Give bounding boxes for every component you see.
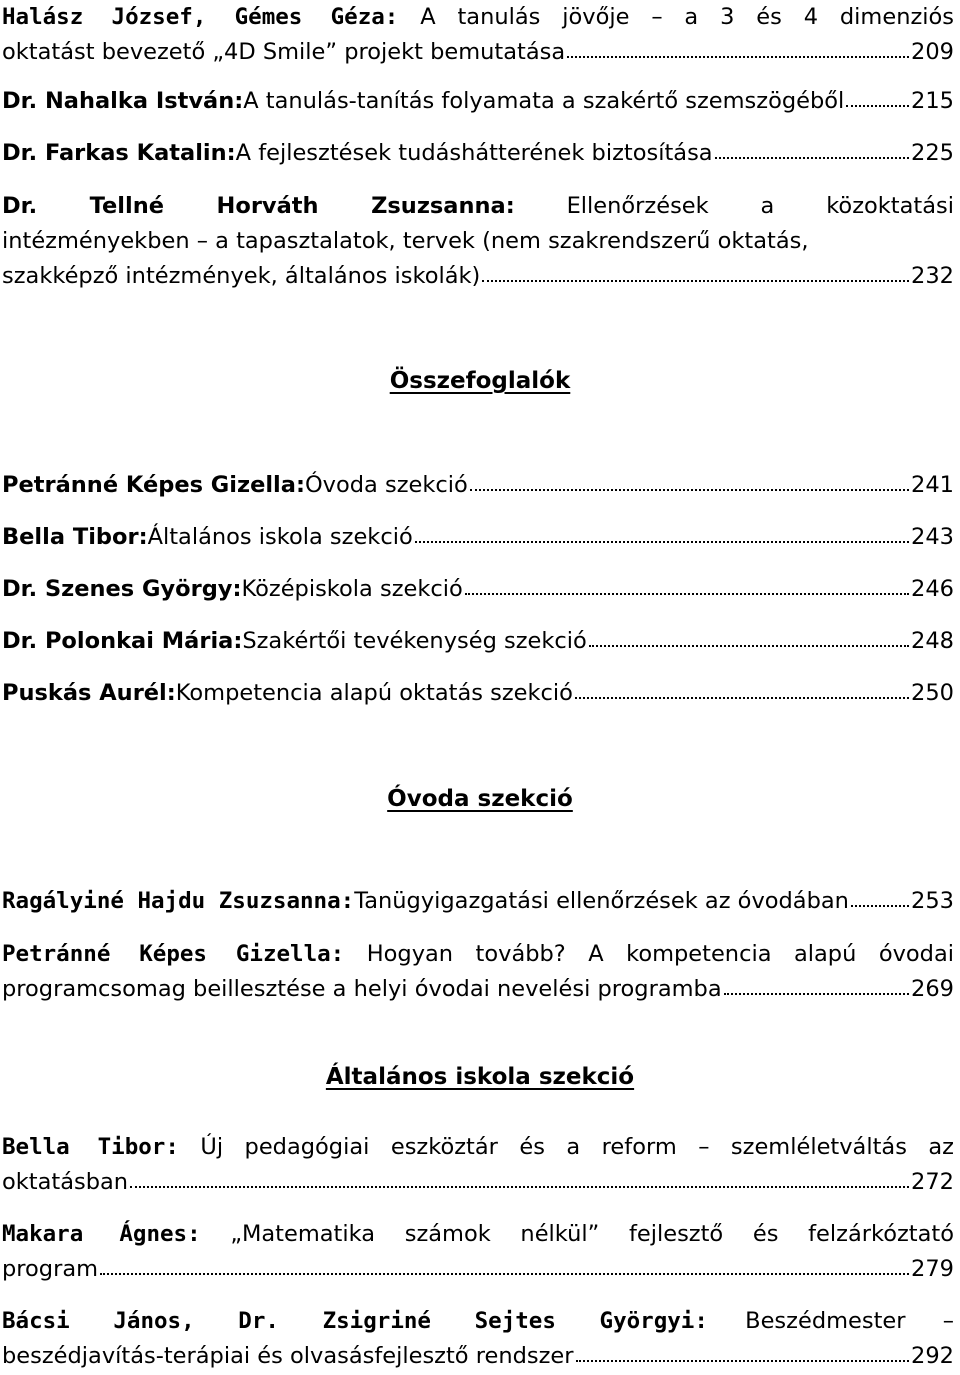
toc-entry-line <box>2 189 954 224</box>
toc-title: programcsomag beillesztése a helyi óvodai nevelési programba <box>2 976 722 1002</box>
toc-entry[interactable] <box>2 1130 954 1200</box>
dot-leader <box>100 1254 909 1276</box>
toc-title: Új pedagógiai eszköztár és a reform – szemléletváltás az <box>178 1134 954 1160</box>
toc-author: Petránné Képes Gizella: <box>2 941 345 967</box>
section-heading-kindergarten: Óvoda szekció <box>387 786 573 812</box>
toc-entry[interactable] <box>2 1217 954 1287</box>
toc-entry[interactable] <box>2 624 954 659</box>
toc-entry[interactable] <box>2 0 954 70</box>
toc-author: Halász József, Gémes Géza: <box>2 4 399 30</box>
section-heading-primary: Általános iskola szekció <box>325 1064 635 1090</box>
dot-leader <box>567 37 909 59</box>
toc-entry[interactable] <box>2 572 954 607</box>
toc-entry-line <box>2 572 954 607</box>
toc-title: Hogyan tovább? A kompetencia alapú óvodai <box>344 941 954 967</box>
toc-entry-line <box>2 0 954 35</box>
toc-title: „Matematika számok nélkül” fejlesztő és felzárkóztató <box>200 1221 954 1247</box>
toc-title: Kompetencia alapú oktatás szekció <box>175 680 573 706</box>
toc-title: beszédjavítás-terápiai és olvasásfejlesztő rendszer <box>2 1343 574 1369</box>
toc-title: Középiskola szekció <box>241 576 463 602</box>
toc-entry-line <box>2 972 954 1007</box>
toc-title: program <box>2 1256 99 1282</box>
dot-leader <box>465 574 909 596</box>
toc-page-number: 279 <box>911 1256 954 1282</box>
dot-leader <box>130 1167 909 1189</box>
toc-author: Bella Tibor: <box>2 524 148 550</box>
toc-page-number: 215 <box>911 88 954 114</box>
toc-entry-line <box>2 1252 954 1287</box>
dot-leader <box>724 974 909 996</box>
toc-entry[interactable] <box>2 189 954 294</box>
dot-leader <box>846 86 909 108</box>
toc-title: A tanulás-tanítás folyamata a szakértő szemszögéből <box>243 88 845 114</box>
toc-entry[interactable] <box>2 937 954 1007</box>
toc-author: Dr. Szenes György: <box>2 576 242 602</box>
toc-page-number: 292 <box>911 1343 954 1369</box>
dot-leader <box>575 678 909 700</box>
toc-title: Tanügyigazgatási ellenőrzések az óvodában <box>354 888 849 914</box>
toc-page-number: 225 <box>911 140 954 166</box>
toc-title: oktatást bevezető „4D Smile” projekt bemutatása <box>2 39 566 65</box>
toc-author: Dr. Tellné Horváth Zsuzsanna: <box>2 193 515 219</box>
toc-entry-line <box>2 1339 954 1374</box>
dot-leader <box>470 470 909 492</box>
toc-author: Petránné Képes Gizella: <box>2 472 305 498</box>
toc-entry[interactable] <box>2 1304 954 1374</box>
dot-leader <box>851 886 909 908</box>
toc-entry-line <box>2 937 954 972</box>
dot-leader <box>415 522 909 544</box>
toc-entry-line <box>2 676 954 711</box>
toc-page-number: 246 <box>911 576 954 602</box>
toc-title: Szakértői tevékenység szekció <box>242 628 587 654</box>
toc-entry[interactable] <box>2 468 954 503</box>
toc-title: oktatásban <box>2 1169 129 1195</box>
toc-author: Bella Tibor: <box>2 1134 179 1160</box>
toc-entry-line <box>2 1304 954 1339</box>
toc-entry-line <box>2 84 954 119</box>
section-heading-summaries: Összefoglalók <box>389 368 571 394</box>
toc-title: Ellenőrzések a közoktatási <box>514 193 954 219</box>
toc-entry-line <box>2 468 954 503</box>
toc-entry[interactable] <box>2 884 954 919</box>
toc-entry-line <box>2 1217 954 1252</box>
toc-title: Óvoda szekció <box>304 472 468 498</box>
dot-leader <box>576 1341 910 1363</box>
toc-page-number: 232 <box>911 263 954 289</box>
dot-leader <box>589 626 909 648</box>
toc-page-number: 250 <box>911 680 954 706</box>
toc-author: Dr. Nahalka István: <box>2 88 244 114</box>
toc-entry-line <box>2 1130 954 1165</box>
toc-page-number: 241 <box>911 472 954 498</box>
dot-leader <box>715 138 909 160</box>
toc-page-number: 248 <box>911 628 954 654</box>
toc-entry-line <box>2 259 954 294</box>
toc-author: Makara Ágnes: <box>2 1221 201 1247</box>
toc-author: Ragályiné Hajdu Zsuzsanna: <box>2 888 355 914</box>
toc-page-number: 209 <box>911 39 954 65</box>
toc-entry-line <box>2 624 954 659</box>
toc-entry[interactable] <box>2 84 954 119</box>
toc-entry-line <box>2 224 954 259</box>
toc-entry[interactable] <box>2 676 954 711</box>
toc-title: szakképző intézmények, általános iskolák) <box>2 263 481 289</box>
toc-title: A tanulás jövője – a 3 és 4 dimenziós <box>398 4 954 30</box>
toc-entry-line <box>2 1165 954 1200</box>
toc-entry-line <box>2 35 954 70</box>
toc-entry[interactable] <box>2 136 954 171</box>
toc-entry-line <box>2 136 954 171</box>
toc-entry-line <box>2 884 954 919</box>
toc-author: Puskás Aurél: <box>2 680 176 706</box>
toc-title: Általános iskola szekció <box>147 524 413 550</box>
toc-page-number: 253 <box>911 888 954 914</box>
toc-entry-line <box>2 520 954 555</box>
dot-leader <box>482 261 909 283</box>
toc-title: A fejlesztések tudáshátterének biztosítása <box>235 140 713 166</box>
toc-entry[interactable] <box>2 520 954 555</box>
toc-page-number: 272 <box>911 1169 954 1195</box>
toc-author: Bácsi János, Dr. Zsigriné Sejtes Györgyi: <box>2 1308 708 1334</box>
toc-page-number: 243 <box>911 524 954 550</box>
toc-author: Dr. Polonkai Mária: <box>2 628 243 654</box>
toc-author: Dr. Farkas Katalin: <box>2 140 236 166</box>
toc-title: Beszédmester – <box>707 1308 954 1334</box>
toc-page-number: 269 <box>911 976 954 1002</box>
toc-title: intézményekben – a tapasztalatok, tervek (nem szakrendszerű oktatás, <box>2 228 809 254</box>
